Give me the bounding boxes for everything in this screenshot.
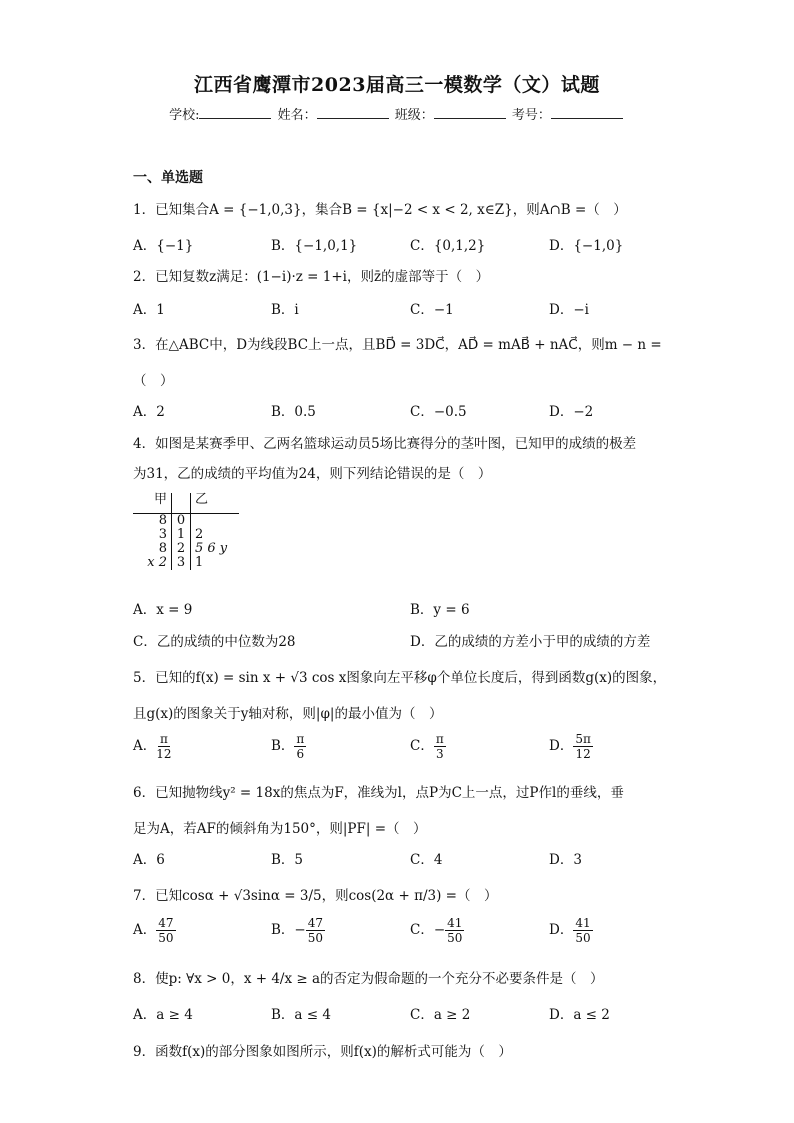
option-a[interactable] [133, 732, 172, 761]
fraction-numerator: π [435, 732, 444, 746]
question-8 [133, 967, 604, 987]
fraction-numerator: 41 [447, 916, 463, 930]
fraction-numerator: 47 [307, 916, 324, 930]
option-b[interactable]: B．5 [271, 852, 304, 868]
option-b[interactable]: B．a ≤ 4 [271, 1007, 331, 1023]
option-d[interactable]: D．a ≤ 2 [549, 1007, 610, 1023]
school-blank[interactable] [199, 106, 271, 119]
question-1 [133, 198, 627, 218]
stem-row [133, 556, 239, 570]
question-text: 已知复数z满足：(1−i)·z = 1+i，则z̄的虚部等于（ ） [155, 269, 490, 285]
option-fraction [573, 916, 592, 945]
left-leaf: 8 [158, 513, 167, 528]
option-c[interactable] [410, 916, 464, 945]
fraction-denominator: 50 [307, 931, 324, 945]
option-a[interactable]: A．a ≥ 4 [133, 1007, 193, 1023]
question-6 [133, 781, 624, 801]
question-text: 已知抛物线y² = 18x的焦点为F，准线为l，点P为C上一点，过P作l的垂线，垂 [155, 785, 624, 801]
left-leaf: x 2 [147, 555, 167, 570]
left-leaf: 8 [158, 541, 167, 556]
option-c[interactable]: C．−0.5 [410, 404, 467, 420]
stem-left-header: 甲 [133, 493, 172, 514]
question-5 [133, 666, 666, 686]
name-blank[interactable] [317, 106, 389, 119]
right-leaf: 5 6 y [195, 541, 228, 556]
option-d[interactable]: D．3 [549, 852, 582, 868]
option-letter: A． [133, 922, 157, 938]
school-label: 学校: [169, 108, 200, 123]
option-b[interactable]: B．i [271, 302, 299, 318]
option-b[interactable] [271, 916, 325, 945]
question-number: 1． [133, 202, 156, 218]
option-c[interactable]: C．{0,1,2} [410, 238, 486, 254]
option-letter: C． [410, 738, 434, 754]
option-b[interactable]: B．y = 6 [410, 602, 470, 618]
fraction-denominator: 50 [575, 931, 591, 945]
question-text: 如图是某赛季甲、乙两名篮球运动员5场比赛得分的茎叶图，已知甲的成绩的极差 [155, 436, 637, 452]
stem-header-divider [172, 493, 191, 514]
option-fraction [306, 916, 325, 945]
question-4 [133, 432, 636, 452]
fraction-denominator: 50 [158, 931, 174, 945]
question-number: 6． [133, 785, 156, 801]
stem-right-header: 乙 [191, 493, 240, 514]
option-a[interactable] [133, 916, 176, 945]
option-a[interactable]: A．6 [133, 852, 165, 868]
option-d[interactable]: D．{−1,0} [549, 238, 624, 254]
stem-value: 1 [172, 528, 191, 542]
fraction-denominator: 12 [575, 747, 591, 761]
student-info-line [0, 104, 794, 123]
option-d[interactable]: D．−2 [549, 404, 594, 420]
question-text: 在△ABC中，D为线段BC上一点，且BD⃗ = 3DC⃗，AD⃗ = mAB⃗ + nAC⃗，则m − n = [155, 337, 662, 353]
right-leaf [191, 514, 240, 529]
section-heading: 一、单选题 [133, 170, 203, 186]
option-a[interactable]: A．1 [133, 302, 165, 318]
option-d[interactable]: D．乙的成绩的方差小于甲的成绩的方差 [410, 634, 651, 650]
exam-number-label: 考号： [511, 108, 551, 123]
fraction-numerator: π [159, 732, 168, 746]
question-text: 已知的f(x) = sin x + √3 cos x图象向左平移φ个单位长度后，得到函数g(x)的图象， [155, 670, 667, 686]
option-letter: C． [410, 922, 434, 938]
option-c[interactable]: C．−1 [410, 302, 454, 318]
option-sign: − [433, 922, 446, 938]
question-text: 函数f(x)的部分图象如图所示，则f(x)的解析式可能为（ ） [155, 1044, 512, 1060]
question-5-line2: 且g(x)的图象关于y轴对称，则|φ|的最小值为（ ） [133, 706, 443, 722]
option-letter: A． [133, 738, 157, 754]
question-2 [133, 265, 489, 285]
left-leaf: 3 [158, 527, 167, 542]
option-c[interactable] [410, 732, 446, 761]
stem-value: 3 [172, 556, 191, 570]
fraction-denominator: 50 [447, 931, 463, 945]
option-letter: D． [549, 922, 574, 938]
name-label: 姓名： [277, 108, 317, 123]
option-letter: B． [271, 738, 295, 754]
stem-row [133, 514, 239, 529]
option-letter: B． [271, 922, 295, 938]
question-number: 9． [133, 1044, 156, 1060]
question-text: 已知cosα + √3sinα = 3/5，则cos(2α + π/3) =（ ） [155, 888, 498, 904]
option-fraction [573, 732, 593, 761]
question-number: 5． [133, 670, 156, 686]
option-b[interactable]: B．0.5 [271, 404, 316, 420]
stem-row [133, 528, 239, 542]
question-3 [133, 333, 662, 353]
stem-row [133, 542, 239, 556]
class-blank[interactable] [434, 106, 506, 119]
question-text: 使p: ∀x > 0，x + 4/x ≥ a的否定为假命题的一个充分不必要条件是（ ） [155, 971, 604, 987]
fraction-denominator: 6 [296, 747, 305, 761]
option-d[interactable] [549, 916, 593, 945]
exam-title: 江西省鹰潭市2023届高三一模数学（文）试题 [194, 74, 600, 96]
question-number: 8． [133, 971, 156, 987]
option-d[interactable]: D．−i [549, 302, 589, 318]
option-fraction [156, 732, 171, 761]
option-a[interactable]: A．2 [133, 404, 165, 420]
option-d[interactable] [549, 732, 593, 761]
option-sign: − [294, 922, 306, 938]
option-c[interactable]: C．4 [410, 852, 443, 868]
question-6-line2: 足为A，若AF的倾斜角为150°，则|PF| =（ ） [133, 821, 427, 837]
fraction-numerator: 47 [158, 916, 174, 930]
option-fraction [445, 916, 464, 945]
question-7 [133, 884, 497, 904]
fraction-numerator: 41 [575, 916, 591, 930]
fraction-numerator: π [296, 732, 305, 746]
question-9 [133, 1040, 512, 1060]
fraction-denominator: 12 [156, 747, 172, 761]
option-a[interactable]: A．{−1} [133, 238, 194, 254]
option-fraction [434, 732, 446, 761]
question-number: 3． [133, 337, 156, 353]
question-4-line2: 为31，乙的成绩的平均值为24，则下列结论错误的是（ ） [133, 466, 492, 482]
option-c[interactable]: C．a ≥ 2 [410, 1007, 471, 1023]
question-number: 4． [133, 436, 156, 452]
option-c[interactable]: C．乙的成绩的中位数为28 [133, 634, 296, 650]
question-number: 7． [133, 888, 156, 904]
stem-leaf-plot [133, 493, 239, 570]
right-leaf: 2 [195, 527, 204, 542]
exam-number-blank[interactable] [551, 106, 623, 119]
stem-value: 2 [172, 542, 191, 556]
stem-value: 0 [172, 514, 191, 529]
fraction-denominator: 3 [435, 747, 444, 761]
option-letter: D． [549, 738, 574, 754]
fraction-numerator: 5π [575, 732, 591, 746]
question-3-line2: （ ） [133, 373, 174, 389]
option-fraction [294, 732, 306, 761]
right-leaf: 1 [195, 555, 204, 570]
question-text: 已知集合A = {−1,0,3}，集合B = {x|−2 < x < 2, x∈Z}，则A∩B =（ ） [155, 202, 627, 218]
question-number: 2． [133, 269, 156, 285]
option-b[interactable]: B．{−1,0,1} [271, 238, 358, 254]
option-fraction [156, 916, 175, 945]
class-label: 班级： [394, 108, 434, 123]
option-b[interactable] [271, 732, 306, 761]
option-a[interactable]: A．x = 9 [133, 602, 193, 618]
